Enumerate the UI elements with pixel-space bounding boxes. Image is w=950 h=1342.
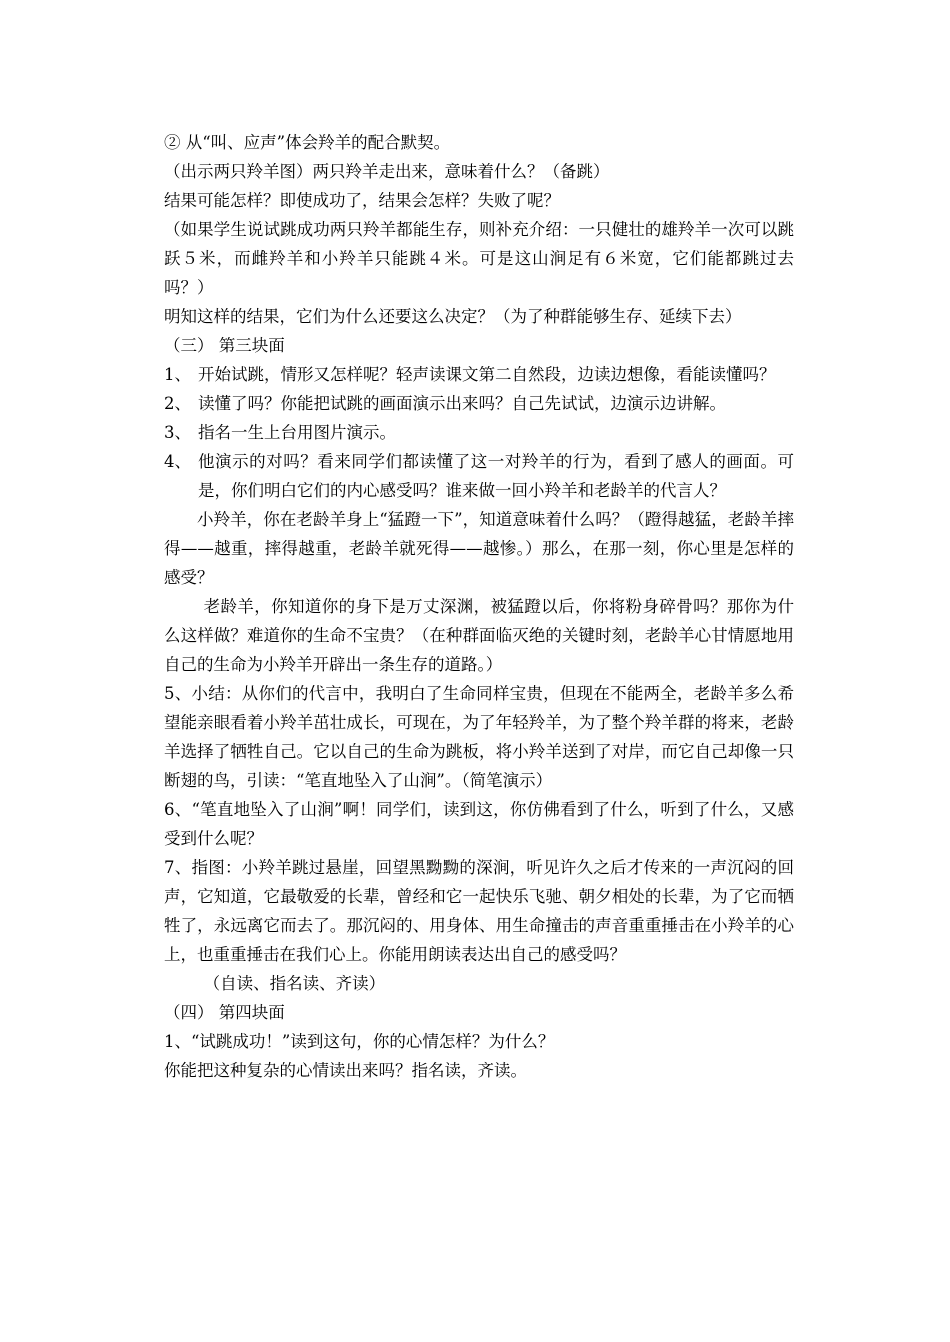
section-heading-three: （三） 第三块面 [164,336,285,355]
list-item-number: 1、 [164,365,191,384]
section-heading-four: （四） 第四块面 [164,1003,285,1022]
line-read-aloud: 你能把这种复杂的心情读出来吗？指名读，齐读。 [164,1061,527,1080]
paragraph-little-antelope: 小羚羊，你在老龄羊身上“猛蹬一下”，知道意味着什么吗？（蹬得越猛，老龄羊摔得——越重，摔得越重，老龄羊就死得——越惨。）那么，在那一刻，你心里是怎样的感受？ [164,510,794,587]
list-item-4 [164,447,794,505]
line-reading-modes: （自读、指名读、齐读） [203,974,386,993]
list-item-text: 开始试跳，情形又怎样呢？轻声读课文第二自然段，边读边想像，看能读懂吗？ [198,365,776,384]
list-item-text: 他演示的对吗？看来同学们都读懂了这一对羚羊的行为，看到了感人的画面。可是，你们明白它们的内心感受吗？谁来做一回小羚羊和老龄羊的代言人？ [198,452,794,500]
list-item-3 [164,418,794,447]
list-item-2 [164,389,794,418]
list-item-text: 读懂了吗？你能把试跳的画面演示出来吗？自己先试试，边演示边讲解。 [198,394,726,413]
paragraph-old-antelope: 老龄羊，你知道你的身下是万丈深渊，被猛蹬以后，你将粉身碎骨吗？那你为什么这样做？难道你的生命不宝贵？（在种群面临灭绝的关键时刻，老龄羊心甘情愿地用自己的生命为小羚羊开辟出一条生存的道路。） [164,597,794,674]
paragraph-supplement: （如果学生说试跳成功两只羚羊都能生存，则补充介绍：一只健壮的雄羚羊一次可以跳跃５米，而雌羚羊和小羚羊只能跳４米。可是这山涧足有６米宽，它们能都跳过去吗？） [164,220,794,297]
line-jump-success: 1、“试跳成功！”读到这句，你的心情怎样？为什么？ [164,1032,555,1051]
line-possible-result: 结果可能怎样？即使成功了，结果会怎样？失败了呢？ [164,191,560,210]
list-item-number: 2、 [164,394,191,413]
list-item-number: 4、 [164,452,191,471]
line-circled-2: ② 从“叫、应声”体会羚羊的配合默契。 [164,133,451,152]
paragraph-why-decide: 明知这样的结果，它们为什么还要这么决定？（为了种群能够生存、延续下去） [164,307,742,326]
paragraph-6: 6、“笔直地坠入了山涧”啊！同学们，读到这，你仿佛看到了什么，听到了什么，又感受到什么呢？ [164,800,794,848]
line-show-picture: （出示两只羚羊图）两只羚羊走出来，意味着什么？（备跳） [164,162,610,181]
list-item-text: 指名一生上台用图片演示。 [198,423,396,442]
document-body [164,128,794,1085]
list-item-number: 3、 [164,423,191,442]
paragraph-summary-5: 5、小结：从你们的代言中，我明白了生命同样宝贵，但现在不能两全，老龄羊多么希望能亲眼看着小羚羊茁壮成长，可现在，为了年轻羚羊，为了整个羚羊群的将来，老龄羊选择了牺牲自己。它以自己的生命为跳板，将小羚羊送到了对岸，而它自己却像一只断翅的鸟，引读：“笔直地坠入了山涧”。（简笔演示） [164,684,794,790]
paragraph-7: 7、指图：小羚羊跳过悬崖，回望黑黝黝的深涧，听见许久之后才传来的一声沉闷的回声，它知道，它最敬爱的长辈，曾经和它一起快乐飞驰、朝夕相处的长辈，为了它而牺牲了，永远离它而去了。那沉闷的、用身体、用生命撞击的声音重重捶击在小羚羊的心上，也重重捶击在我们心上。你能用朗读表达出自己的感受吗？ [164,858,794,964]
list-item-1 [164,360,794,389]
